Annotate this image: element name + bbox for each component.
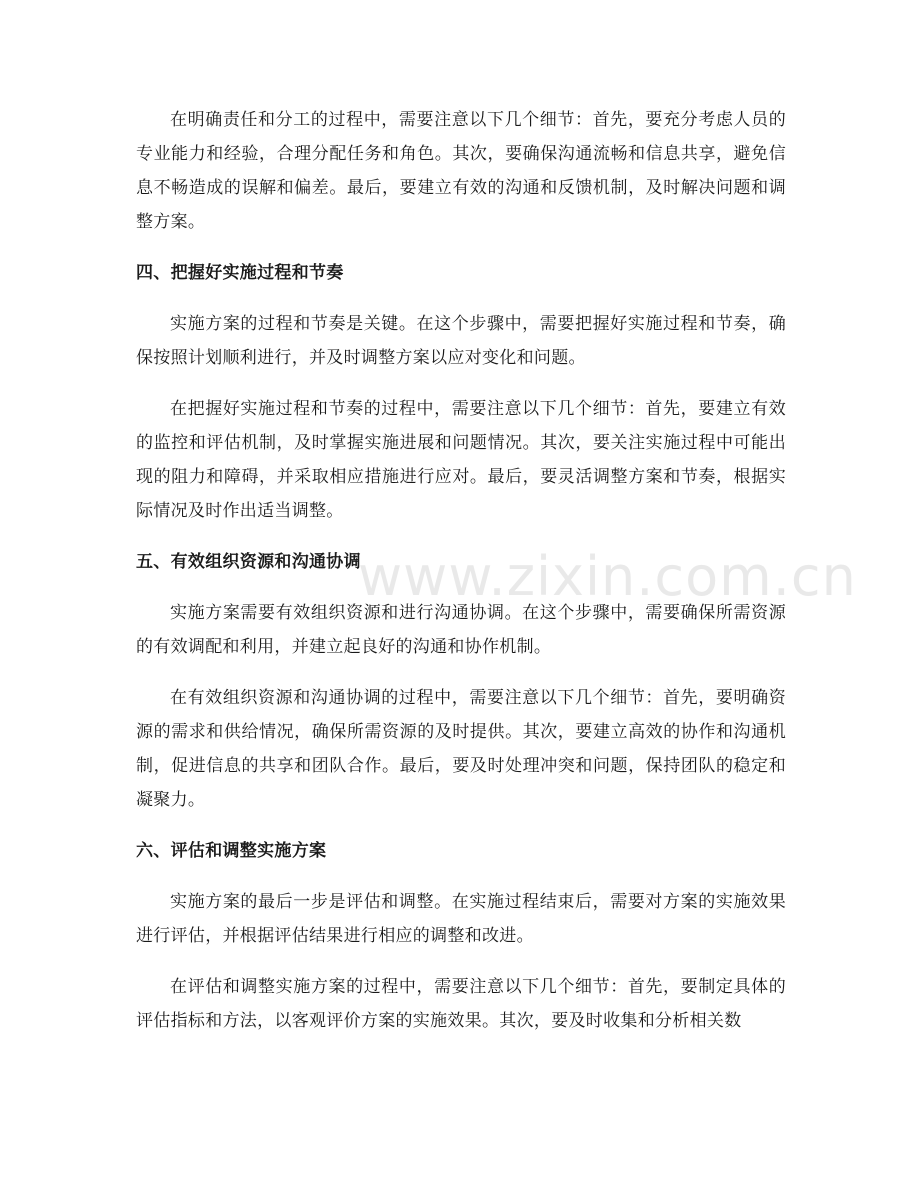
paragraph: 在评估和调整实施方案的过程中，需要注意以下几个细节：首先，要制定具体的评估指标和方法，以客观评价方案的实施效果。其次，要及时收集和分析相关数 <box>136 977 786 1031</box>
section-heading: 四、把握好实施过程和节奏 <box>136 263 344 283</box>
paragraph: 在明确责任和分工的过程中，需要注意以下几个细节：首先，要充分考虑人员的专业能力和经验，合理分配任务和角色。其次，要确保沟通流畅和信息共享，避免信息不畅造成的误解和偏差。最后，要建立有效的沟通和反馈机制，及时解决问题和调整方案。 <box>136 110 786 232</box>
paragraph: 实施方案需要有效组织资源和进行沟通协调。在这个步骤中，需要确保所需资源的有效调配和利用，并建立起良好的沟通和协作机制。 <box>136 603 786 657</box>
watermark: www.zixin.com.cn <box>358 545 857 608</box>
section-heading: 六、评估和调整实施方案 <box>136 841 327 861</box>
paragraph: 实施方案的最后一步是评估和调整。在实施过程结束后，需要对方案的实施效果进行评估，并根据评估结果进行相应的调整和改进。 <box>136 892 786 946</box>
paragraph: 在有效组织资源和沟通协调的过程中，需要注意以下几个细节：首先，要明确资源的需求和供给情况，确保所需资源的及时提供。其次，要建立高效的协作和沟通机制，促进信息的共享和团队合作。最后，要及时处理冲突和问题，保持团队的稳定和凝聚力。 <box>136 688 786 810</box>
paragraph: 在把握好实施过程和节奏的过程中，需要注意以下几个细节：首先，要建立有效的监控和评估机制，及时掌握实施进展和问题情况。其次，要关注实施过程中可能出现的阻力和障碍，并采取相应措施进行应对。最后，要灵活调整方案和节奏，根据实际情况及时作出适当调整。 <box>136 399 786 521</box>
section-heading: 五、有效组织资源和沟通协调 <box>136 552 361 572</box>
paragraph: 实施方案的过程和节奏是关键。在这个步骤中，需要把握好实施过程和节奏，确保按照计划顺利进行，并及时调整方案以应对变化和问题。 <box>136 314 786 368</box>
